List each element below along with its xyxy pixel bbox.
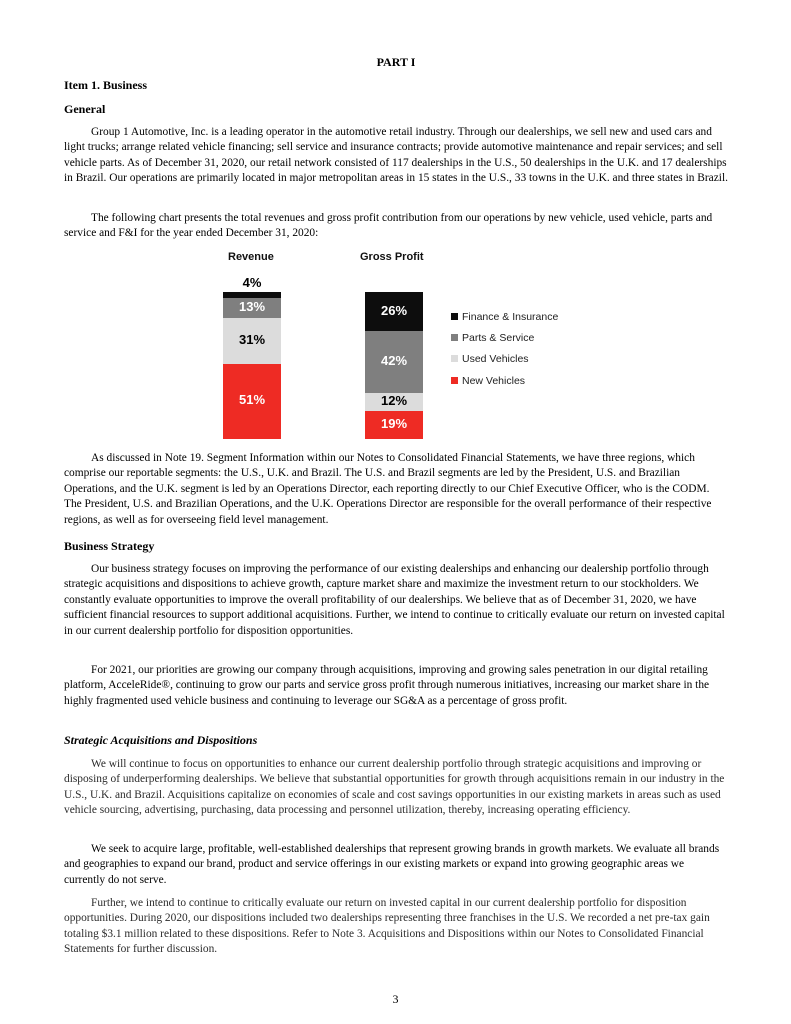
legend-item-parts-service: [451, 332, 534, 344]
bar-segment-gross-profit-finance-insurance: [365, 292, 423, 330]
general-heading: General: [64, 102, 106, 116]
legend-swatch: [451, 313, 458, 320]
acquisitions-paragraph-2: We seek to acquire large, profitable, well-established dealerships that represent growing brands in growth markets. We evaluate all brands and geographies to expand our brand, product and service offerings in our existing markets or expand into growing geographic areas we currently do not serve.: [64, 843, 720, 886]
strategy-heading: Business Strategy: [64, 539, 155, 553]
acquisitions-paragraph-3: Further, we intend to continue to critically evaluate our return on invested capital in our current dealership portfolio for disposition opportunities. During 2020, our dispositions included two dealerships representing three franchises in the U.S. We recorded a net pre-tax gain totaling $3.1 million related to these dispositions. Refer to Note 3. Acquisitions and Dispositions within our Notes to Consolidated Financial Statements for further discussion.: [64, 897, 710, 956]
legend-item-new-vehicles: [451, 375, 525, 387]
chart-title-revenue: Revenue: [228, 251, 274, 263]
legend-label: Parts & Service: [462, 332, 535, 344]
strategy-paragraph-1: Our business strategy focuses on improving the performance of our existing dealerships and enhancing our dealership portfolio through strategic acquisitions and dispositions to achieve growth, capture market share and maximize the investment return to our stockholders. We constantly evaluate opportunities to improve the overall profitability of our dealerships. We believe that as of December 31, 2020, we have sufficient financial resources to support additional acquisitions. Further, we intend to continue to critically evaluate our return on invested capital in our current dealership portfolio for disposition opportunities.: [64, 563, 725, 637]
chart-title-gross-profit: Gross Profit: [360, 251, 424, 263]
general-paragraph-1: Group 1 Automotive, Inc. is a leading operator in the automotive retail industry. Through our dealerships, we sell new and used cars and light trucks; arrange related vehicle financing; sell service and insurance contracts; provide automotive maintenance and repair services; and sell vehicle parts. As of December 31, 2020, our retail network consisted of 117 dealerships in the U.S., 50 dealerships in the U.K. and 17 dealerships in Brazil. Our operations are primarily located in major metropolitan areas in 15 states in the U.S., 33 towns in the U.K. and three states in Brazil.: [64, 126, 728, 185]
acquisitions-heading: Strategic Acquisitions and Dispositions: [64, 733, 258, 747]
legend-item-finance-insurance: [451, 311, 558, 323]
legend-swatch: [451, 355, 458, 362]
strategy-paragraph-2: For 2021, our priorities are growing our company through acquisitions, improving and growing sales penetration in our digital retailing platform, AcceleRide®, continuing to grow our parts and service gross profit through numerous initiatives, increasing our market share in the highly fragmented used vehicle business and continuing to leverage our SG&A as a percentage of gross profit.: [64, 664, 710, 707]
legend-label: New Vehicles: [462, 375, 526, 387]
data-label-gross-profit-used-vehicles: 12%: [380, 393, 408, 409]
data-label-revenue-new-vehicles: 51%: [238, 392, 266, 408]
data-label-gross-profit-finance-insurance: 26%: [380, 302, 408, 318]
data-label-revenue-parts-service: 13%: [238, 299, 266, 314]
item-heading: Item 1. Business: [64, 78, 148, 92]
legend-label: Finance & Insurance: [462, 311, 559, 323]
bar-segment-gross-profit-parts-service: [365, 331, 423, 393]
legend-swatch: [451, 334, 458, 341]
part-title: PART I: [376, 55, 416, 69]
data-label-revenue-finance-insurance: 4%: [242, 275, 262, 291]
data-label-gross-profit-parts-service: 42%: [380, 353, 408, 369]
legend-swatch: [451, 377, 458, 384]
bar-segment-revenue-finance-insurance: [223, 292, 281, 298]
page-number: 3: [392, 992, 399, 1006]
bar-segment-revenue-new-vehicles: [223, 364, 281, 439]
segment-paragraph: As discussed in Note 19. Segment Information within our Notes to Consolidated Financial Statements, we have three regions, which comprise our reportable segments: the U.S., U.K. and Brazil. The U.S. and Brazil segments are led by the President, U.S. and Brazilian Operations, and the U.K. segment is led by an Operations Director, each reporting directly to our Chief Executive Officer, who is the CODM. The President, U.S. and Brazilian Operations, and the U.K. Operations Director are responsible for the overall performance of their respective regions, as well as for overseeing field level management.: [64, 452, 712, 526]
acquisitions-paragraph-1: We will continue to focus on opportunities to enhance our current dealership portfolio through strategic acquisitions and improving or disposing of underperforming dealerships. We believe that substantial opportunities for growth through acquisitions remain in our industry in the U.S., U.K. and Brazil. Acquisitions capitalize on economies of scale and cost savings opportunities in our existing markets in areas such as used vehicle sourcing, advertising, purchasing, data processing and personnel utilization, thereby, increasing operating efficiency.: [64, 758, 725, 817]
legend-item-used-vehicles: [451, 353, 529, 365]
general-paragraph-2: The following chart presents the total revenues and gross profit contribution from our operations by new vehicle, used vehicle, parts and service and F&I for the year ended December 31, 2020:: [64, 212, 713, 240]
bar-segment-revenue-parts-service: [223, 298, 281, 317]
data-label-revenue-used-vehicles: 31%: [238, 331, 266, 347]
bar-segment-gross-profit-new-vehicles: [365, 411, 423, 439]
bar-segment-revenue-used-vehicles: [223, 318, 281, 364]
legend-label: Used Vehicles: [462, 353, 529, 365]
bar-segment-gross-profit-used-vehicles: [365, 393, 423, 411]
data-label-gross-profit-new-vehicles: 19%: [380, 415, 408, 431]
